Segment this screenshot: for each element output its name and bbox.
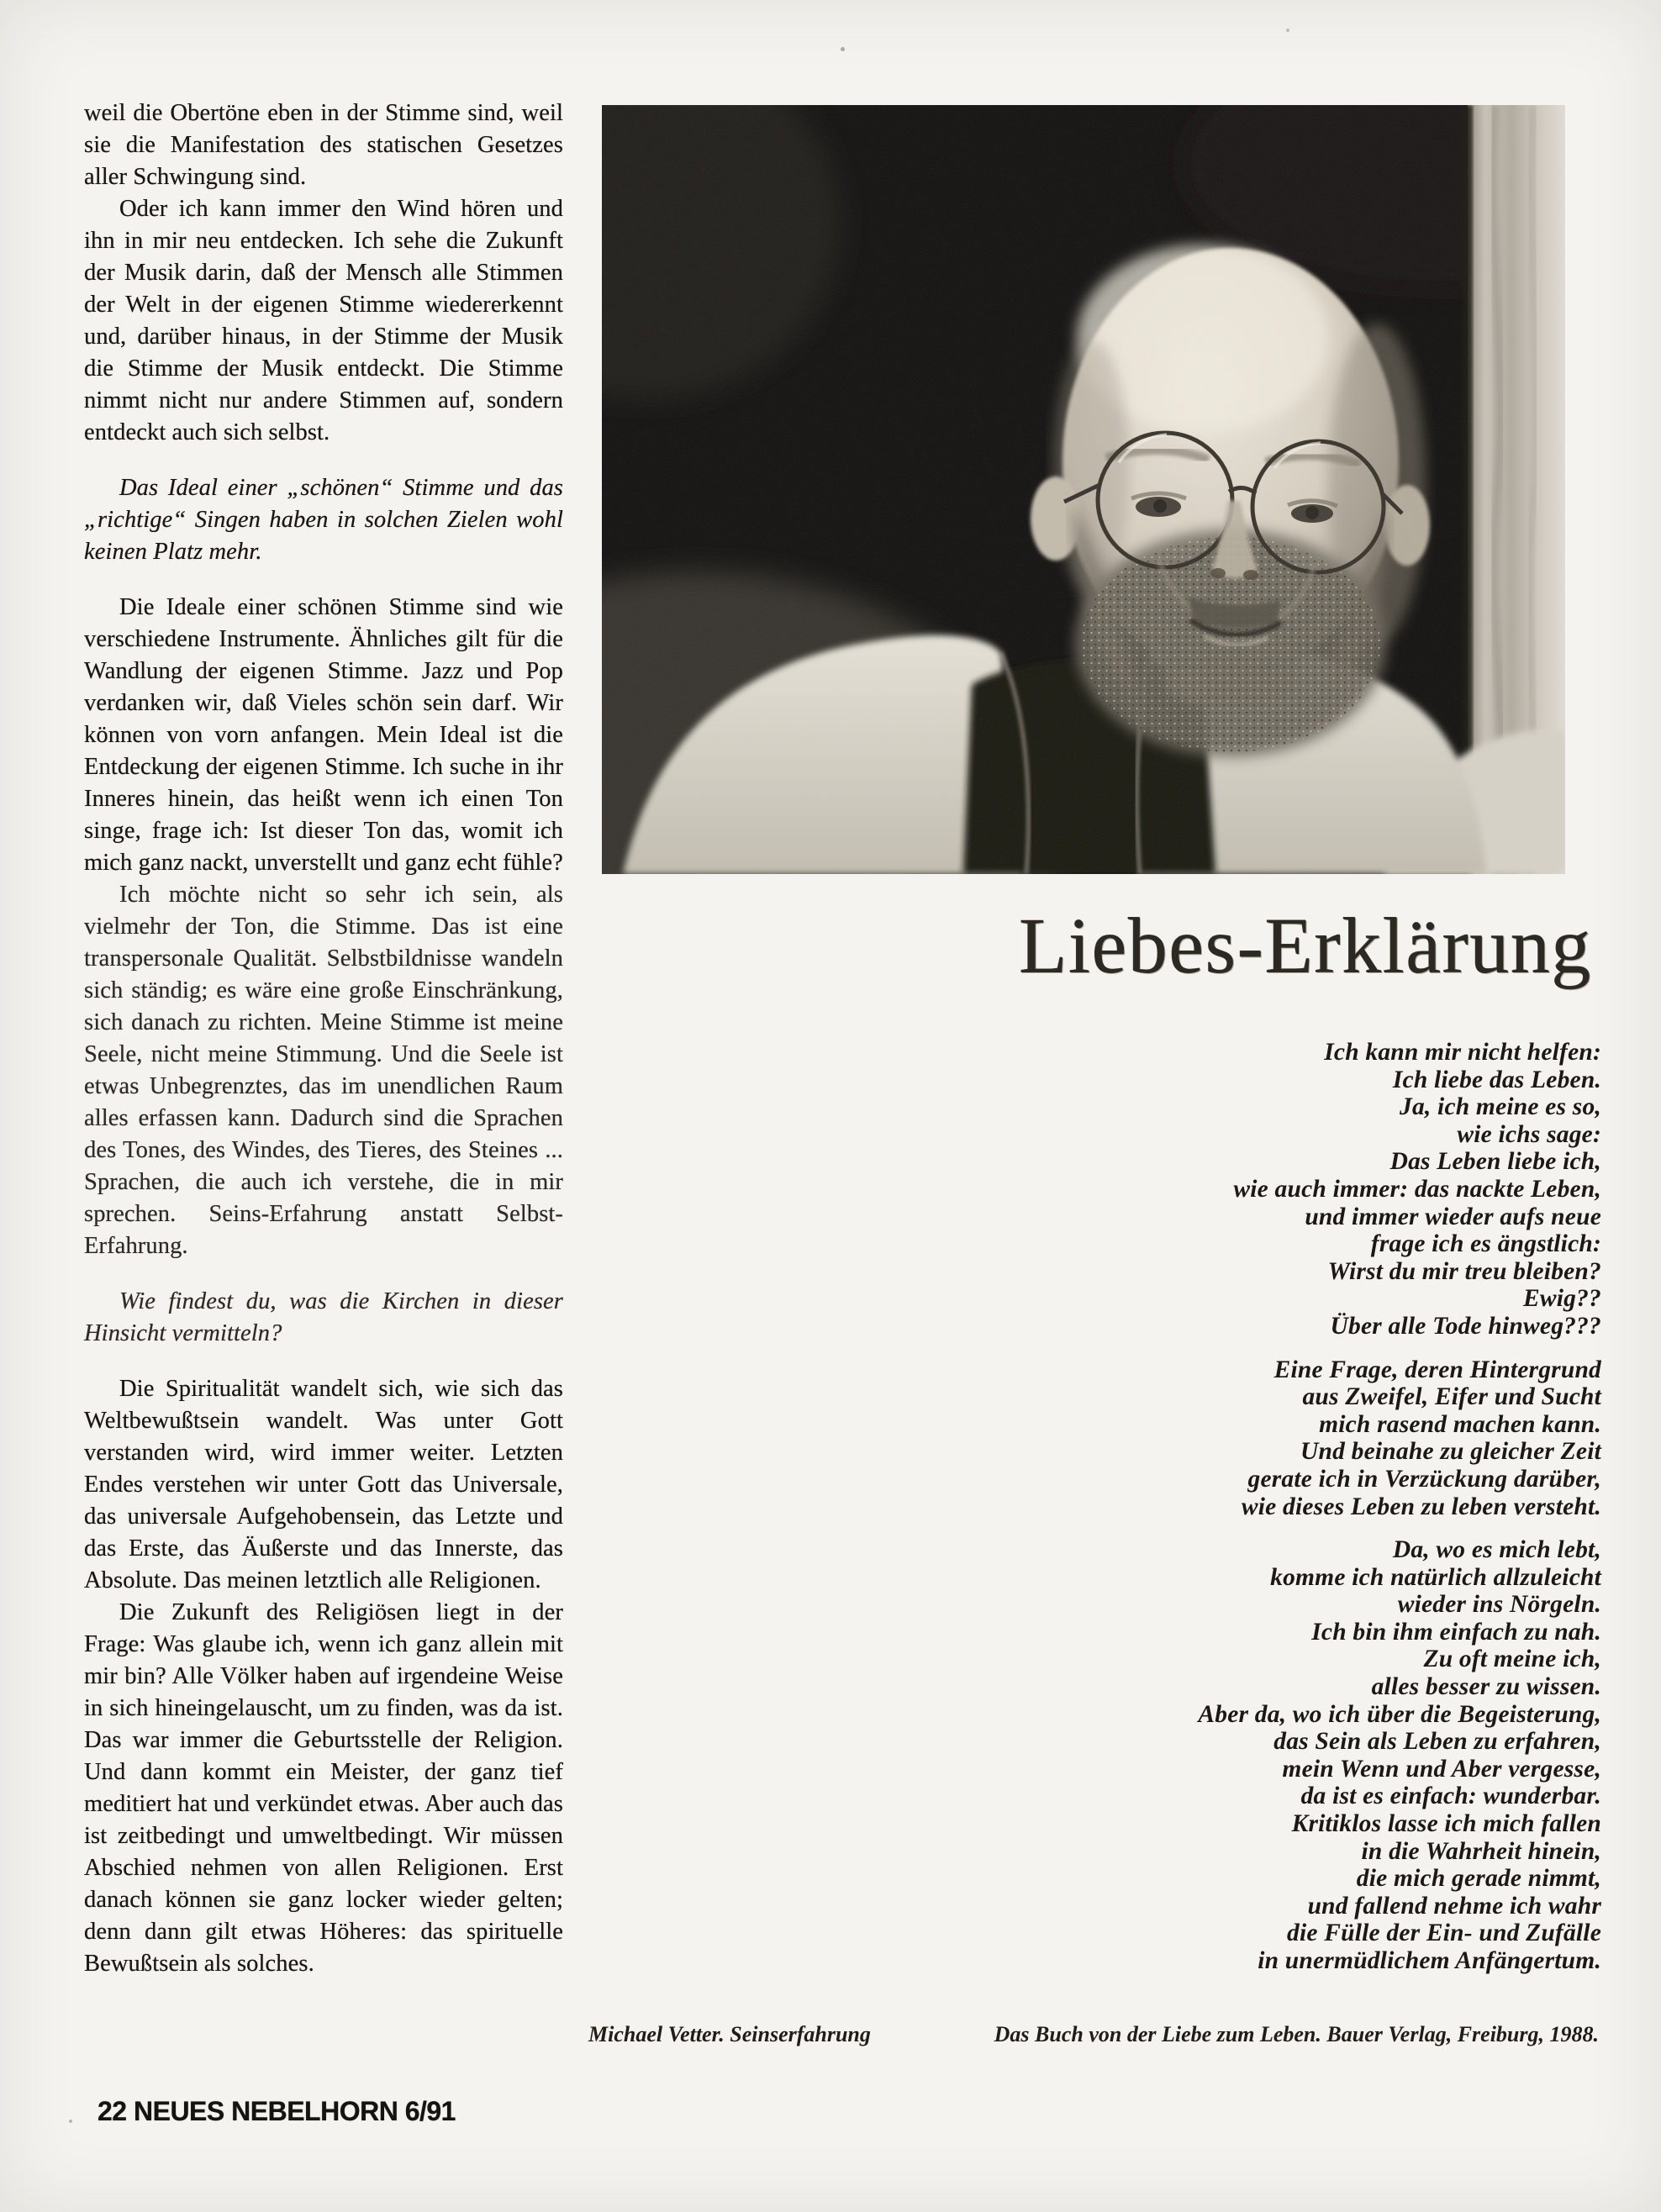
body-paragraph: Oder ich kann immer den Wind hören und ihn in mir neu entdecken. Ich sehe die Zukunft der Musik darin, daß der Mensch alle Stimmen der Welt in der eigenen Stimme wiedererkennt und, darüber hinaus, in der Stimme der Musik die Stimme der Musik entdeckt. Die Stimme nimmt nicht nur andere Stimmen auf, sondern entdeckt auch sich selbst.: [84, 196, 563, 445]
portrait-photo: [602, 105, 1565, 874]
photo-caption: Michael Vetter. Seinserfahrung: [588, 2022, 871, 2046]
poem-line: alles besser zu wissen.: [1371, 1673, 1601, 1701]
poem-line: Zu oft meine ich,: [1423, 1646, 1601, 1673]
poem-line: Und beinahe zu gleicher Zeit: [1300, 1438, 1601, 1466]
poem: [979, 1039, 1601, 1975]
body-paragraph: Ich möchte nicht so sehr ich sein, als vielmehr der Ton, die Stimme. Das ist eine transpersonale Qualität. Selbstbildnisse wandeln sich ständig; es wäre eine große Einschränkung, sich danach zu richten. Meine Stimme ist meine Seele, nicht meine Stimmung. Und die Seele ist etwas Unbegrenztes, das im unendlichen Raum alles erfassen kann. Dadurch sind die Sprachen des Tones, des Windes, des Tieres, des Steines ... Sprachen, die auch ich verstehe, die in mir sprechen. Seins-Erfahrung anstatt Selbst-Erfahrung.: [84, 882, 563, 1259]
article-title: Liebes-Erklärung: [1019, 903, 1592, 990]
poem-line: Eine Frage, deren Hintergrund: [1273, 1356, 1601, 1383]
poem-line: wie auch immer: das nackte Leben,: [1233, 1175, 1601, 1203]
page-footer: 22 NEUES NEBELHORN 6/91: [98, 2096, 456, 2126]
book-caption: Das Buch von der Liebe zum Leben. Bauer Verlag, Freiburg, 1988.: [994, 2022, 1599, 2046]
poem-line: Ich bin ihm einfach zu nah.: [1311, 1618, 1601, 1646]
poem-line: die mich gerade nimmt,: [1356, 1865, 1601, 1893]
poem-line: und immer wieder aufs neue: [1305, 1203, 1601, 1230]
poem-stanza: [979, 1356, 1601, 1521]
poem-line: in unermüdlichem Anfängertum.: [1258, 1947, 1601, 1974]
poem-line: wie ichs sage:: [1457, 1120, 1601, 1148]
body-paragraph: weil die Obertöne eben in der Stimme sind, weil sie die Manifestation des statischen Gesetzes aller Schwingung sind.: [84, 100, 563, 190]
scan-speck: [69, 2120, 72, 2123]
poem-line: Da, wo es mich lebt,: [1392, 1536, 1601, 1564]
poem-line: und fallend nehme ich wahr: [1307, 1892, 1601, 1920]
poem-line: frage ich es ängstlich:: [1370, 1230, 1601, 1258]
interview-question: Das Ideal einer „schönen“ Stimme und das „richtige“ Singen haben in solchen Zielen wohl keinen Platz mehr.: [84, 475, 563, 565]
poem-line: Ich liebe das Leben.: [1392, 1066, 1601, 1093]
poem-stanza: [979, 1039, 1601, 1340]
poem-line: aus Zweifel, Eifer und Sucht: [1302, 1383, 1601, 1411]
poem-line: mich rasend machen kann.: [1319, 1410, 1601, 1438]
poem-line: wieder ins Nörgeln.: [1397, 1591, 1601, 1619]
poem-line: Das Leben liebe ich,: [1389, 1148, 1601, 1176]
poem-line: Kritiklos lasse ich mich fallen: [1291, 1810, 1601, 1838]
poem-line: wie dieses Leben zu leben versteht.: [1241, 1493, 1601, 1520]
poem-line: Ewig??: [1523, 1285, 1601, 1313]
poem-line: Ich kann mir nicht helfen:: [1324, 1039, 1601, 1066]
poem-line: die Fülle der Ein- und Zufälle: [1287, 1920, 1601, 1947]
scan-speck: [1286, 29, 1289, 32]
body-text-column: [84, 97, 563, 1980]
poem-line: Aber da, wo ich über die Begeisterung,: [1198, 1700, 1601, 1728]
interview-question: Wie findest du, was die Kirchen in dieser Hinsicht vermitteln?: [84, 1288, 563, 1346]
poem-line: komme ich natürlich allzuleicht: [1270, 1563, 1601, 1591]
poem-line: in die Wahrheit hinein,: [1361, 1837, 1601, 1865]
poem-line: da ist es einfach: wunderbar.: [1300, 1783, 1601, 1810]
body-paragraph: Die Ideale einer schönen Stimme sind wie verschiedene Instrumente. Ähnliches gilt für die Wandlung der eigenen Stimme. Jazz und Pop verdanken wir, daß Vieles schön sein darf. Wir können von vorn anfangen. Mein Ideal ist die Entdeckung der eigenen Stimme. Ich suche in ihr Inneres hinein, das heißt wenn ich einen Ton singe, frage ich: Ist dieser Ton das, womit ich mich ganz nackt, unverstellt und ganz echt fühle?: [84, 594, 563, 876]
poem-line: gerate ich in Verzückung darüber,: [1247, 1465, 1601, 1493]
scan-speck: [841, 47, 845, 51]
body-paragraph: Die Spiritualität wandelt sich, wie sich das Weltbewußtsein wandelt. Was unter Gott verstanden wird, wird immer weiter. Letzten Endes verstehen wir unter Gott das Universale, das universale Aufgehobensein, das Letzte und das Erste, das Äußerste und das Innerste, das Absolute. Das meinen letztlich alle Religionen.: [84, 1376, 563, 1593]
poem-line: Über alle Tode hinweg???: [1330, 1312, 1601, 1340]
body-paragraph: Die Zukunft des Religiösen liegt in der Frage: Was glaube ich, wenn ich ganz allein mit mir bin? Alle Völker haben auf irgendeine Weise in sich hineingelauscht, um zu finden, was da ist. Das war immer die Geburtsstelle der Religion. Und dann kommt ein Meister, der ganz tief meditiert hat und verkündet etwas. Aber auch das ist zeitbedingt und umweltbedingt. Wir müssen Abschied nehmen von allen Religionen. Erst danach können sie ganz locker wieder gelten; denn dann gilt etwas Höheres: das spirituelle Bewußtsein als solches.: [84, 1599, 563, 1977]
poem-line: Ja, ich meine es so,: [1400, 1093, 1601, 1121]
poem-line: das Sein als Leben zu erfahren,: [1273, 1728, 1601, 1756]
poem-line: Wirst du mir treu bleiben?: [1327, 1257, 1601, 1285]
poem-line: mein Wenn und Aber vergesse,: [1282, 1755, 1601, 1783]
poem-stanza: [979, 1536, 1601, 1975]
